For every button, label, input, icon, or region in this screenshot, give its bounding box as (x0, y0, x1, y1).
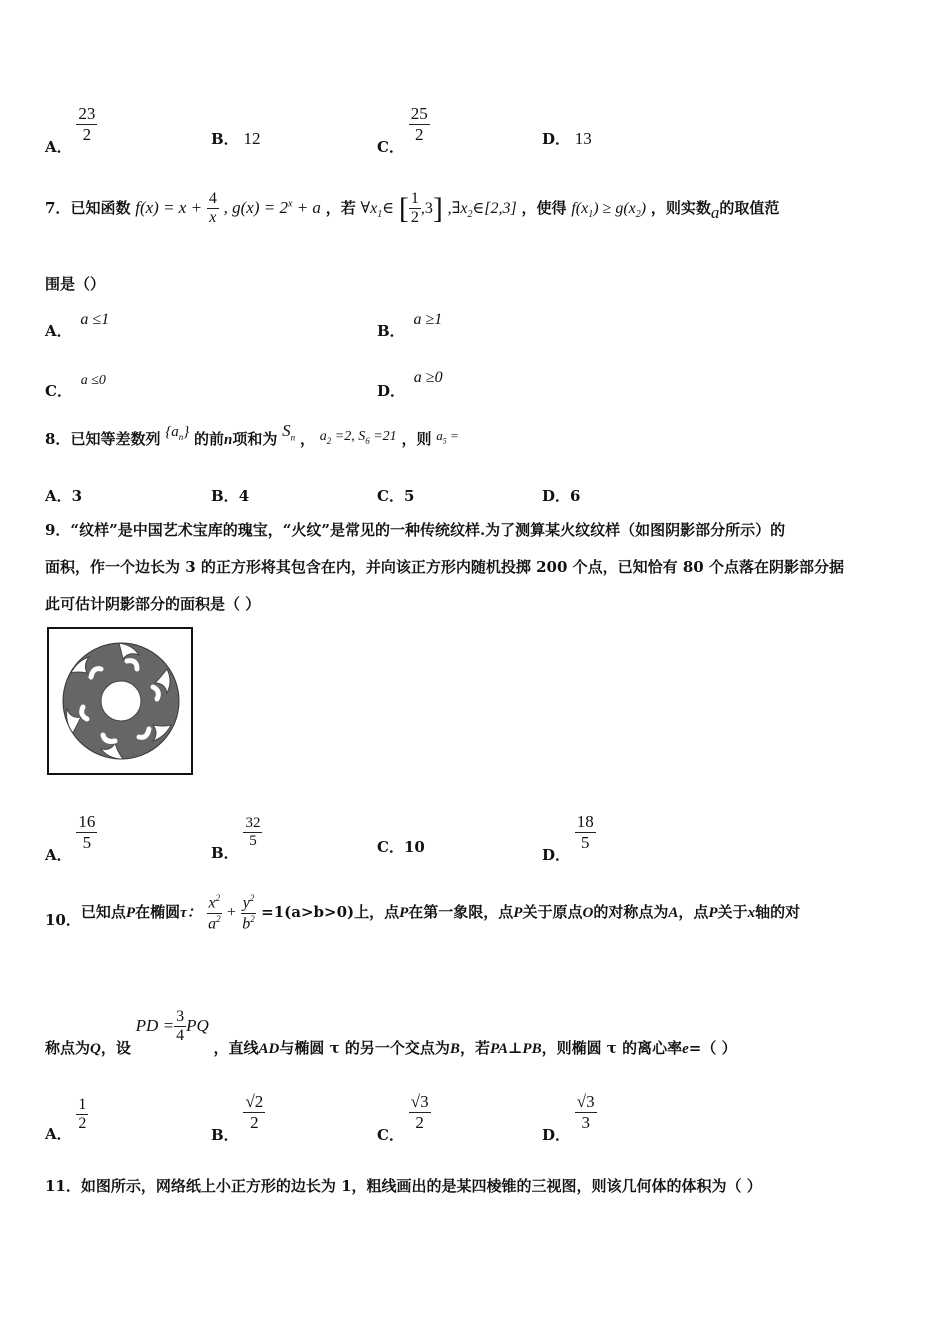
sequence-notation: $\{a_n\}$ (165, 424, 190, 442)
q9-option-b: B． $\frac{32}{5}$ (211, 815, 261, 862)
q6-option-c (377, 104, 430, 157)
condition-exists: $,\exists x_2\in[2,3]$ (447, 199, 517, 221)
option-value: 12 (243, 129, 261, 148)
option-label: A． (45, 138, 72, 157)
q10-option-b: B． $\frac{√2}{2}$ (211, 1092, 264, 1145)
q6-option-b (211, 128, 260, 149)
q10-option-a: A． $\frac{1}{2}$ (45, 1096, 87, 1143)
asked-value: $a_5$ = (436, 428, 459, 446)
q6-option-a (45, 104, 97, 157)
vector-equation: PD = (135, 1015, 175, 1035)
fire-pattern-figure (47, 627, 193, 775)
q7-option-a: A． a ≤1 (45, 311, 110, 340)
q10-stem-line1: 10．已知点P在椭圆τ： $\frac{x^2}{a^2}$ + $\frac{y^2}{b^2}$ =1(a>b>0)上，点P在第一象限，点P关于原点O的对称点为A，点P关于x轴的对 (45, 893, 801, 933)
given-values: $a_2 =2$, $S_6 =21$ (319, 429, 397, 446)
q7-option-c: C． a ≤0 (45, 373, 106, 400)
q9-stem-line3: 此可估计阴影部分的面积是（ ） (45, 595, 261, 613)
fraction-one-half: $\frac{1}{2}$ (410, 190, 419, 227)
condition-forall: $\forall x_1\in$ (360, 199, 395, 221)
ellipse-y-term: $\frac{y^2}{b^2}$ (242, 893, 255, 933)
option-label: D． (542, 130, 571, 148)
q8-stem: 8．已知等差数列 $\{a_n\}$ 的前n项和为 $S_n$ ， $a_2 =2$, $S_6 =21$ ，则 $a_5$ = (45, 421, 459, 448)
q9-option-a: A． $\frac{16}{5}$ (45, 812, 96, 865)
fraction-4-over-x: $\frac{4}{x}$ (208, 190, 217, 227)
ellipse-x-term: $\frac{x^2}{a^2}$ (208, 893, 221, 933)
q11-stem: 11．如图所示，网络纸上小正方形的边长为 1，粗线画出的是某四棱锥的三视图，则该几何体的体积为（ ） (45, 1177, 762, 1195)
q9-option-c: C．10 (377, 838, 425, 856)
q8-option-c: C．5 (377, 487, 415, 505)
q6-option-d (542, 128, 592, 149)
q9-stem-line1: 9．“纹样”是中国艺术宝库的瑰宝，“火纹”是常见的一种传统纹样.为了测算某火纹纹样（如图阴影部分所示）的 (45, 521, 786, 539)
q10-option-d: D． $\frac{√3}{3}$ (542, 1092, 595, 1145)
q7-option-b: B． a ≥1 (377, 311, 443, 340)
q8-option-a: A．3 (45, 487, 83, 505)
right-bracket: ] (432, 191, 443, 225)
option-label: B． (211, 130, 239, 148)
q7-option-d: D． a ≥0 (377, 369, 443, 400)
q7-stem-line1: 7．已知函数 f(x) = x + $\frac{4}{x}$ , $g(x) = 2^x + a$ ，若 $\forall x_1\in$ [ $\frac{1}{2}$ ,3] $,\exists x_2\in[2,3]$ ，使得 $f(x_1) \ge g(x_2)$ ，则实数a的取值范 (45, 190, 780, 227)
function-f: f(x) = x + (135, 197, 203, 217)
q10-option-c: C． $\frac{√3}{2}$ (377, 1092, 429, 1145)
q8-option-d: D．6 (542, 487, 581, 505)
left-bracket: [ (398, 191, 409, 225)
fire-pattern-icon (49, 629, 191, 773)
q9-stem-line2: 面积，作一个边长为 3 的正方形将其包含在内，并向该正方形内随机投掷 200 个点，已知恰有 80 个点落在阴影部分据 (45, 558, 844, 576)
option-value: $\frac{23}{2}$ (78, 104, 96, 144)
function-g: , $g(x) = 2^x + a$ (223, 197, 321, 217)
q10-stem-line2: 称点为Q，设 PD = $\frac{3}{4}$ PQ ，直线AD与椭圆 τ 的另一个交点为B，若PA⊥PB，则椭圆 τ 的离心率e=（ ） (45, 1008, 737, 1057)
q8-option-b: B．4 (211, 487, 250, 505)
inequality: $f(x_1) \ge g(x_2)$ (571, 199, 647, 221)
option-label: C． (377, 138, 404, 157)
option-value: $\frac{25}{2}$ (410, 104, 428, 144)
option-value: 13 (574, 129, 592, 148)
q9-option-d: D． $\frac{18}{5}$ (542, 812, 594, 865)
q7-stem-line2: 围是（） (45, 275, 106, 293)
sum-notation: $S_n$ (282, 421, 296, 443)
